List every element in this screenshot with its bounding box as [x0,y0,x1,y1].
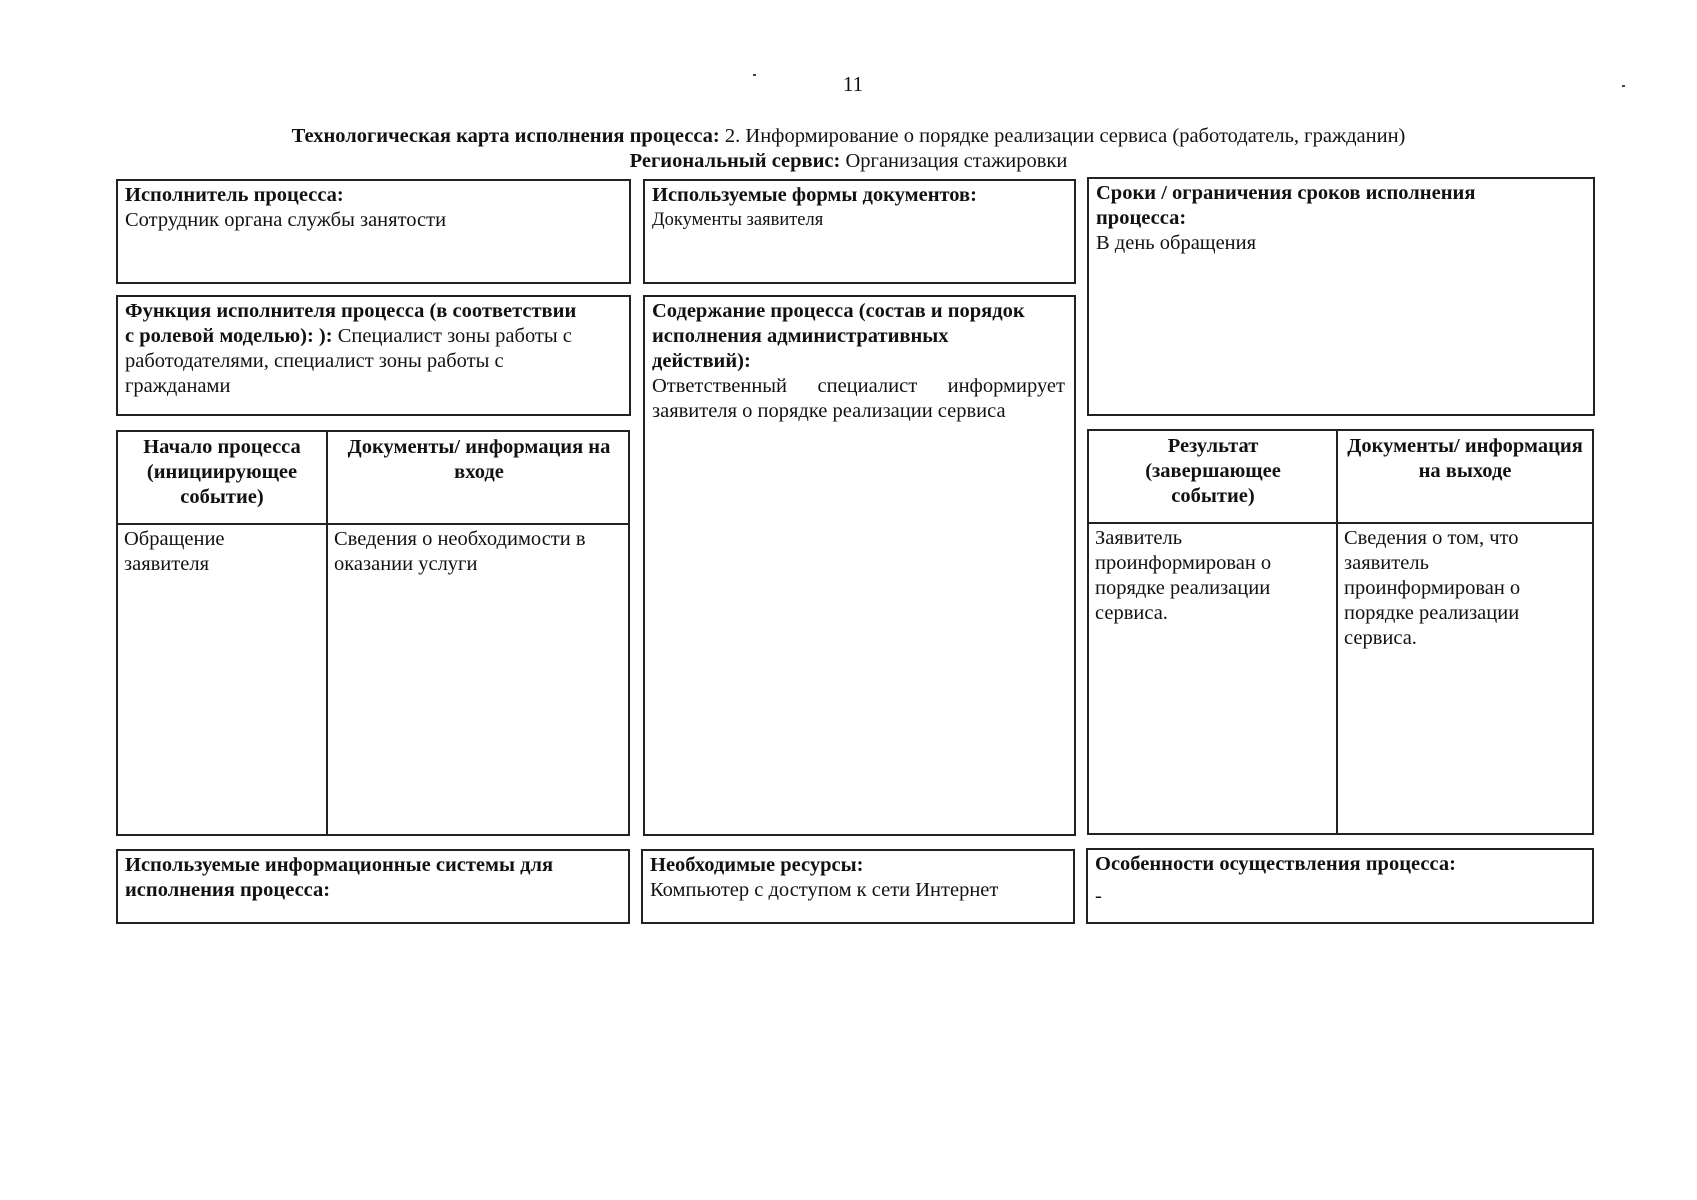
performer-label: Исполнитель процесса: [125,184,344,206]
process-content-box [643,295,1076,836]
resources-label: Необходимые ресурсы: [650,854,864,876]
table-divider [1336,431,1338,833]
info-systems-box [116,849,630,924]
deadlines-label-line2: процесса: [1096,207,1187,229]
features-label: Особенности осуществления процесса: [1095,853,1456,875]
info-systems-label-line2: исполнения процесса: [125,879,331,901]
output-col1-header: Результат (завершающее событие) [1145,435,1281,507]
scan-speck [1622,85,1625,87]
function-label-line2: с ролевой моделью): ): [125,325,333,347]
table-divider [118,523,628,525]
forms-value: Документы заявителя [652,210,824,230]
scan-speck [753,74,756,76]
content-label-line1: Содержание процесса (состав и порядок [652,300,1025,322]
input-col1-value: Обращение заявителя [124,528,225,575]
performer-box [116,179,631,284]
output-col2-header: Документы/ информация на выходе [1347,435,1583,482]
input-table [116,430,630,836]
document-title [0,124,1697,149]
content-value-line2: заявителя о порядке реализации сервиса [652,400,1006,422]
function-box [116,295,631,416]
deadlines-label-line1: Сроки / ограничения сроков исполнения [1096,182,1476,204]
table-divider [326,432,328,834]
output-col2-value: Сведения о том, что заявитель проинформирован о порядке реализации сервиса. [1344,527,1521,649]
deadlines-value: В день обращения [1096,232,1257,254]
content-label-line3: действий): [652,350,751,372]
function-line2 [125,324,622,349]
subtitle-value: Организация стажировки [845,150,1068,172]
content-value-line1: Ответственный специалист информирует [652,375,1065,397]
performer-value: Сотрудник органа службы занятости [125,209,447,231]
info-systems-label-line1: Используемые информационные системы для [125,854,554,876]
features-value: - [1095,885,1102,907]
function-value-line2: Специалист зоны работы с [337,325,572,347]
forms-label: Используемые формы документов: [652,184,977,206]
deadlines-box [1087,177,1595,416]
function-value-line3: работодателями, специалист зоны работы с [125,350,504,372]
input-col2-header: Документы/ информация на входе [347,436,611,483]
content-label-line2: исполнения административных [652,325,949,347]
input-col2-value: Сведения о необходимости в оказании услуги [334,528,586,575]
input-col1-header: Начало процесса (инициирующее событие) [143,436,301,508]
features-box [1086,848,1594,924]
function-value-line4: гражданами [125,375,231,397]
function-label-line1: Функция исполнителя процесса (в соответствии [125,300,577,322]
output-table [1087,429,1594,835]
document-subtitle [0,149,1697,174]
title-label: Технологическая карта исполнения процесса: [291,125,720,147]
forms-box [643,179,1076,284]
resources-value: Компьютер с доступом к сети Интернет [650,879,999,901]
page-number: 11 [842,72,864,96]
output-col1-value: Заявитель проинформирован о порядке реализации сервиса. [1095,527,1272,624]
title-value: 2. Информирование о порядке реализации сервиса (работодатель, гражданин) [724,125,1406,147]
table-divider [1089,522,1592,524]
resources-box [641,849,1075,924]
subtitle-label: Региональный сервис: [629,150,841,172]
